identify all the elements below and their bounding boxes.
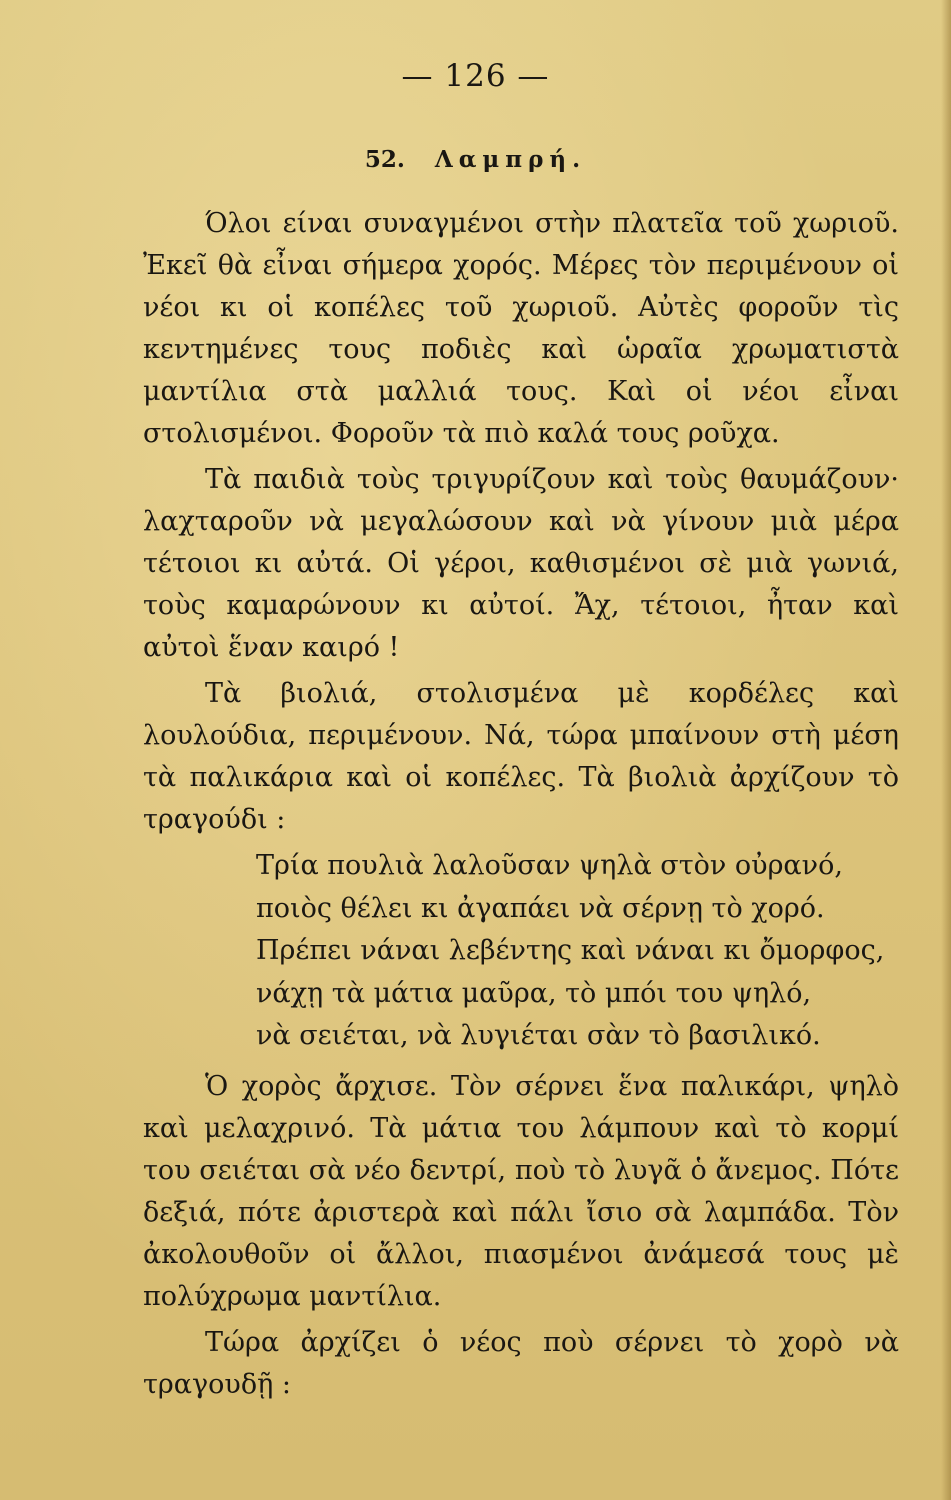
chapter-title: Λαμπρή. — [434, 146, 587, 173]
paragraph: Τώρα ἀρχίζει ὁ νέος ποὺ σέρνει τὸ χορὸ νὰ τραγουδῇ : — [143, 1326, 899, 1400]
verse-line: νὰ σειέται, νὰ λυγιέται σὰν τὸ βασιλικό. — [256, 1020, 821, 1051]
chapter-heading — [0, 146, 951, 173]
page-number: — 126 — — [401, 58, 550, 94]
body-text — [143, 203, 899, 1406]
verse-line: Πρέπει νάναι λεβέντης καὶ νάναι κι ὄμορφος, — [256, 935, 885, 966]
verse-line: ποιὸς θέλει κι ἀγαπάει νὰ σέρνῃ τὸ χορό. — [256, 892, 825, 924]
paragraph: Τὰ βιολιά, στολισμένα μὲ κορδέλες καὶ λουλούδια, περιμένουν. Νά, τώρα μπαίνουν στὴ μέση τὰ παλικάρια καὶ οἱ κοπέλες. Τὰ βιολιὰ ἀρχίζουν τὸ τραγούδι : — [143, 678, 899, 835]
paragraph: Όλοι είναι συναγμένοι στὴν πλατεῖα τοῦ χωριοῦ. Ἐκεῖ θὰ εἶναι σήμερα χορός. Μέρες τὸν περιμένουν οἱ νέοι κι οἱ κοπέλες τοῦ χωριοῦ. Αὐτὲς φοροῦν τὶς κεντημένες τους ποδιὲς καὶ ὡραῖα χρωματιστὰ μαντίλια στὰ μαλλιά τους. Καὶ οἱ νέοι εἶναι στολισμένοι. Φοροῦν τὰ πιὸ καλά τους ροῦχα. — [143, 208, 899, 449]
song-verse — [256, 845, 899, 1058]
verse-line: νάχῃ τὰ μάτια μαῦρα, τὸ μπόι του ψηλό, — [256, 977, 812, 1009]
verse-line: Τρία πουλιὰ λαλοῦσαν ψηλὰ στὸν οὐρανό, — [256, 850, 843, 881]
chapter-number: 52. — [364, 146, 405, 173]
paragraph: Τὰ παιδιὰ τοὺς τριγυρίζουν καὶ τοὺς θαυμάζουν· λαχταροῦν νὰ μεγαλώσουν καὶ νὰ γίνουν μιὰ μέρα τέτοιοι κι αὐτά. Οἱ γέροι, καθισμένοι σὲ μιὰ γωνιά, τοὺς καμαρώνουν κι αὐτοί. Ἄχ, τέτοιοι, ἦταν καὶ αὐτοὶ ἕναν καιρό ! — [143, 464, 899, 663]
paragraph: Ὁ χορὸς ἄρχισε. Τὸν σέρνει ἕνα παλικάρι, ψηλὸ καὶ μελαχρινό. Τὰ μάτια του λάμπουν καὶ τὸ κορμί του σειέται σὰ νέο δεντρί, ποὺ τὸ λυγᾶ ὁ ἄνεμος. Πότε δεξιά, πότε ἀριστερὰ καὶ πάλι ἴσιο σὰ λαμπάδα. Τὸν ἀκολουθοῦν οἱ ἄλλοι, πιασμένοι ἀνάμεσά τους μὲ πολύχρωμα μαντίλια. — [143, 1070, 899, 1312]
page-edge-shadow — [941, 0, 951, 1500]
